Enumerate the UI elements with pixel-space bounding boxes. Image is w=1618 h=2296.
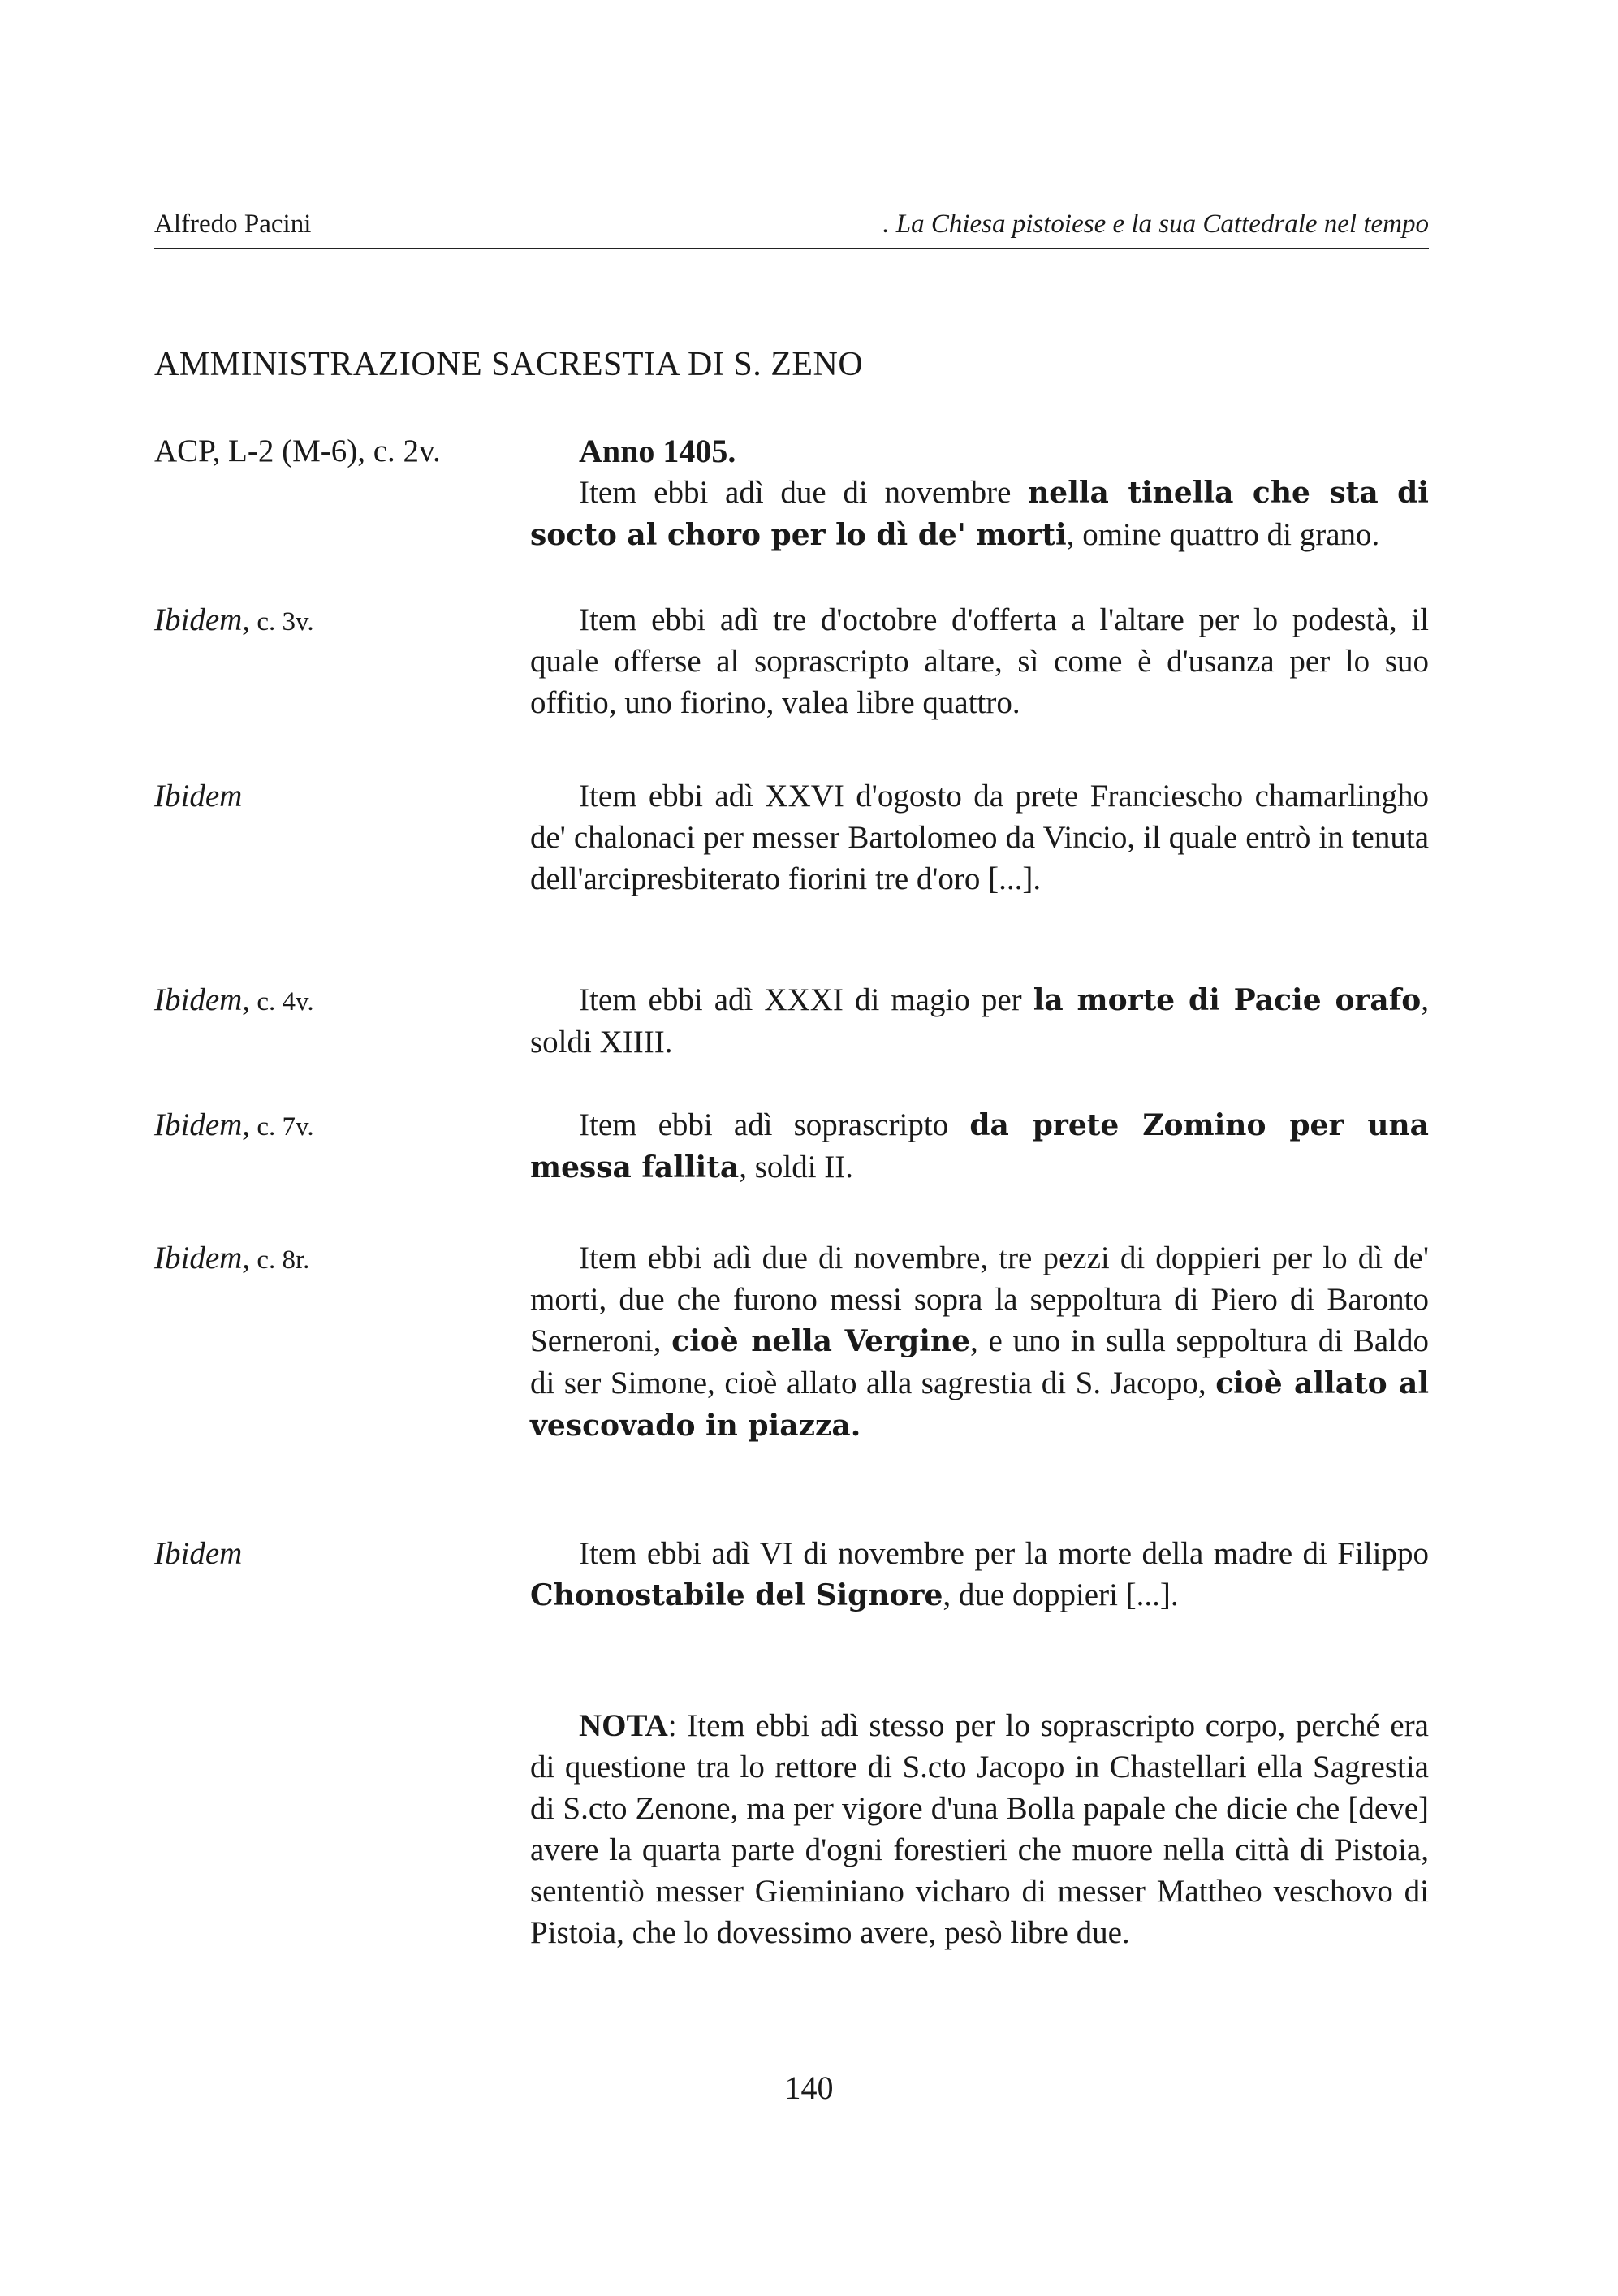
ref-ibidem: Ibidem (154, 1536, 243, 1571)
bold-run: nella tinella che sta di socto al choro per lo dì de' morti (530, 476, 1429, 552)
text-run: Item ebbi adì due di novembre, tre pezzi di doppieri per lo dì de' morti, due che furono messi sopra la seppoltura di Piero di Baronto Serneroni, (530, 1241, 1429, 1358)
text-run: , due doppieri [...]. (943, 1577, 1179, 1612)
text-run: Item ebbi adì due di novembre (579, 475, 1029, 510)
nota-paragraph: : Item ebbi adì stesso per lo soprascripto corpo, perché era di questione tra lo rettore di S.cto Jacopo in Chastellari ella Sagrestia di S.cto Zenone, ma per vigore d'una Bolla papale che dicie che [deve] avere la quarta parte d'ogni forestieri che muore nella città di Pistoia, sententiò messer Gieminiano vicharo di messer Mattheo veschovo di Pistoia, che lo dovessimo avere, pesò libre due. (530, 1708, 1429, 1950)
entry-text (530, 1237, 1429, 1447)
bold-run: la morte di Pacie orafo (1033, 983, 1422, 1017)
entry-text (530, 979, 1429, 1063)
ref-folio: c. 3v. (250, 607, 314, 637)
nota-text (530, 1705, 1429, 1953)
header-author: Alfredo Pacini (154, 209, 312, 239)
ref-ibidem: Ibidem, (154, 1107, 251, 1142)
ref-ibidem: Ibidem (154, 779, 243, 814)
text-run: Item ebbi adì VI di novembre per la morte della madre di Filippo (579, 1536, 1429, 1571)
entry-text (530, 775, 1429, 900)
entry-reference: ACP, L-2 (M-6), c. 2v. (154, 434, 441, 468)
running-header (154, 209, 1429, 249)
entry-reference (154, 1533, 511, 1575)
ref-folio: c. 7v. (250, 1112, 314, 1142)
entry-reference (154, 1104, 511, 1148)
entry-reference (154, 979, 511, 1023)
entry-reference (154, 599, 511, 643)
page-number: 140 (784, 2069, 834, 2106)
entry-text (530, 1533, 1429, 1616)
entry-paragraph: Item ebbi adì tre d'octobre d'offerta a l'altare per lo podestà, il quale offerse al soprascripto altare, sì come è d'usanza per lo suo offitio, uno fiorino, valea libre quattro. (530, 602, 1429, 720)
nota-label: NOTA (579, 1708, 668, 1743)
entry-paragraph: Item ebbi adì XXVI d'ogosto da prete Franciescho chamarlingho de' chalonaci per messer Bartolomeo da Vincio, il quale entrò in tenuta dell'arcipresbiterato fiorini tre d'oro [...]. (530, 779, 1429, 896)
bold-run: Chonostabile del Signore (530, 1578, 943, 1612)
ref-folio: c. 8r. (250, 1245, 310, 1275)
entry-text (530, 1104, 1429, 1189)
bold-run: da prete Zomino per una messa fallita (530, 1108, 1429, 1185)
entry-reference (154, 775, 511, 818)
text-run: Item ebbi adì XXXI di magio per (579, 982, 1033, 1017)
text-run: , omine quattro di grano. (1066, 517, 1380, 552)
entry-text (530, 430, 1429, 556)
header-book-title: . La Chiesa pistoiese e la sua Cattedrale nel tempo (882, 209, 1429, 239)
ref-ibidem: Ibidem, (154, 602, 251, 637)
text-run: , soldi XIIII. (530, 982, 1429, 1060)
ref-ibidem: Ibidem, (154, 1241, 251, 1275)
bold-run: cioè nella Vergine (671, 1324, 970, 1358)
entry-year: Anno 1405. (579, 433, 736, 469)
entry-text (530, 599, 1429, 723)
ref-folio: c. 4v. (250, 987, 314, 1016)
text-run: Item ebbi adì soprascripto (579, 1107, 970, 1142)
entry-reference (154, 1237, 511, 1281)
bold-run: cioè allato al vescovado in piazza. (530, 1366, 1429, 1443)
ref-ibidem: Ibidem, (154, 982, 251, 1017)
text-run: , e uno in sulla seppoltura di Baldo di ser Simone, cioè allato alla sagrestia di S. Jacopo, (530, 1323, 1429, 1400)
text-run: , soldi II. (739, 1150, 854, 1185)
section-title: AMMINISTRAZIONE SACRESTIA DI S. ZENO (154, 346, 864, 383)
